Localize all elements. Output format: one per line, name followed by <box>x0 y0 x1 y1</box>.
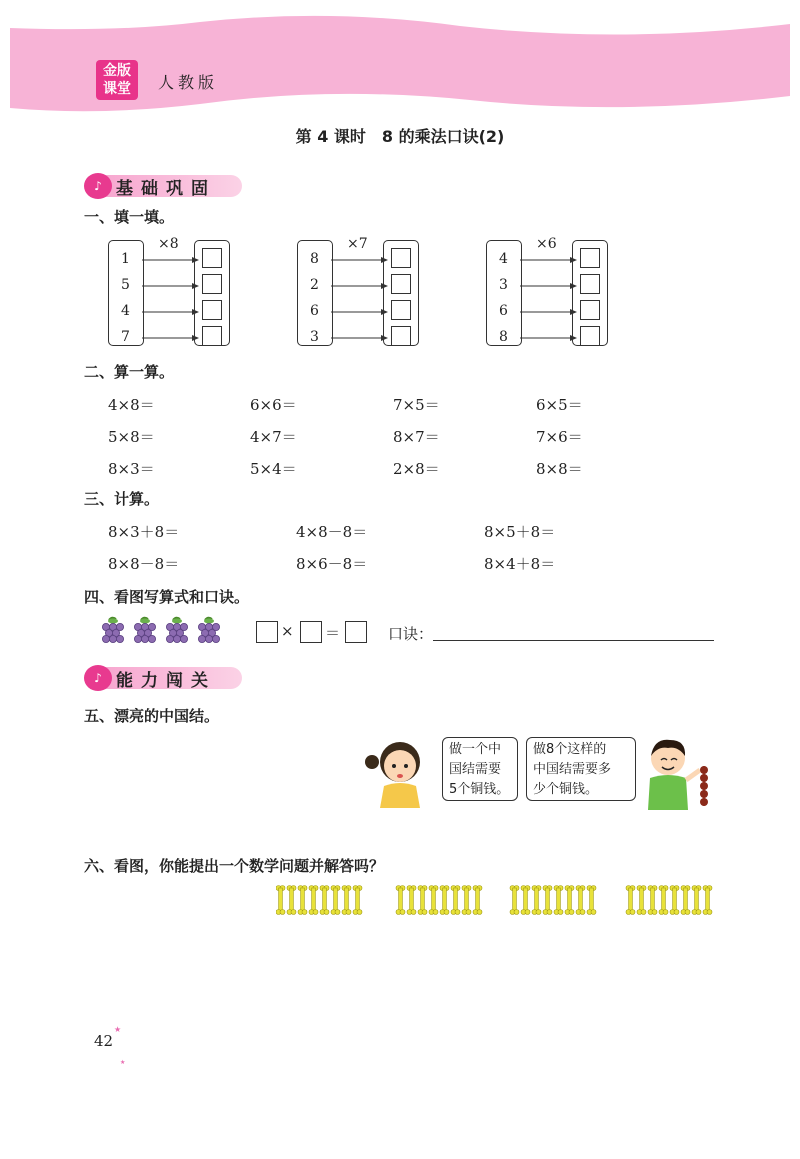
boy-illustration <box>642 736 722 810</box>
calc-expression: 8×8－8＝ <box>108 555 180 573</box>
bone-icon <box>451 886 460 915</box>
bone-icon <box>429 886 438 915</box>
answer-box[interactable] <box>580 248 600 268</box>
input-number: 2 <box>310 277 319 293</box>
svg-text:★: ★ <box>114 1025 122 1034</box>
bone-icon <box>287 886 296 915</box>
answer-box[interactable] <box>202 274 222 294</box>
arrow-head-icon <box>381 283 388 289</box>
answer-box[interactable] <box>202 326 222 346</box>
input-number: 7 <box>121 329 130 345</box>
arrow-head-icon <box>192 283 199 289</box>
bone-icon <box>692 886 701 915</box>
q4-answer-box-1[interactable] <box>256 621 278 643</box>
question-3-title: 三、计算。 <box>84 490 160 508</box>
bone-icon <box>342 886 351 915</box>
answer-box[interactable] <box>202 248 222 268</box>
calc-expression: 4×7＝ <box>250 428 297 446</box>
arrow-head-icon <box>570 309 577 315</box>
bone-icon <box>576 886 585 915</box>
answer-box[interactable] <box>202 300 222 320</box>
input-number: 4 <box>499 251 508 267</box>
question-6-title: 六、看图，你能提出一个数学问题并解答吗？ <box>84 857 385 875</box>
calc-expression: 8×7＝ <box>393 428 440 446</box>
arrows <box>323 240 389 350</box>
q4-answer-box-3[interactable] <box>345 621 367 643</box>
bone-icon <box>440 886 449 915</box>
bone-icon <box>510 886 519 915</box>
page-number: 42 <box>94 1032 114 1050</box>
arrow-head-icon <box>192 257 199 263</box>
answer-box[interactable] <box>580 300 600 320</box>
bone-groups <box>276 884 722 918</box>
input-number: 3 <box>310 329 319 345</box>
music-note-icon: ♪ <box>84 173 112 199</box>
bone-icon <box>462 886 471 915</box>
input-number: 8 <box>499 329 508 345</box>
input-number: 1 <box>121 251 130 267</box>
equals-sign: ＝ <box>325 624 341 642</box>
bone-icon <box>396 886 405 915</box>
bone-icon <box>670 886 679 915</box>
arrows <box>134 240 200 350</box>
calc-expression: 6×5＝ <box>536 396 583 414</box>
arrow-head-icon <box>381 309 388 315</box>
answer-box[interactable] <box>391 300 411 320</box>
koujue-answer-line[interactable] <box>433 640 714 641</box>
question-1-title: 一、填一填。 <box>84 208 175 226</box>
svg-text:★: ★ <box>120 1059 126 1066</box>
answer-box[interactable] <box>391 274 411 294</box>
multiplier-label: ×8 <box>158 236 179 252</box>
girl-speech-bubble: 做一个中 国结需要 5个铜钱。 <box>442 737 518 801</box>
calc-expression: 5×8＝ <box>108 428 155 446</box>
boy-speech-bubble: 做8个这样的 中国结需要多 少个铜钱。 <box>526 737 636 801</box>
arrows <box>512 240 578 350</box>
calc-expression: 2×8＝ <box>393 460 440 478</box>
question-2-title: 二、算一算。 <box>84 363 175 381</box>
bone-icon <box>407 886 416 915</box>
calc-expression: 8×3＝ <box>108 460 155 478</box>
multiplier-label: ×7 <box>347 236 368 252</box>
girl-illustration <box>364 736 434 808</box>
multiplier-label: ×6 <box>536 236 557 252</box>
bone-icon <box>276 886 285 915</box>
bone-icon <box>637 886 646 915</box>
grape-icons <box>100 616 230 648</box>
calc-expression: 8×8＝ <box>536 460 583 478</box>
calc-expression: 7×6＝ <box>536 428 583 446</box>
calc-expression: 4×8－8＝ <box>296 523 368 541</box>
bone-icon <box>418 886 427 915</box>
koujue-label: 口诀： <box>388 625 434 643</box>
bone-icon <box>353 886 362 915</box>
bone-icon <box>473 886 482 915</box>
bone-icon <box>309 886 318 915</box>
bone-icon <box>521 886 530 915</box>
answer-box[interactable] <box>580 326 600 346</box>
bone-icon <box>565 886 574 915</box>
arrow-head-icon <box>570 257 577 263</box>
input-number: 5 <box>121 277 130 293</box>
calc-expression: 8×3＋8＝ <box>108 523 180 541</box>
calc-expression: 7×5＝ <box>393 396 440 414</box>
bone-icon <box>298 886 307 915</box>
calc-expression: 8×6－8＝ <box>296 555 368 573</box>
arrow-head-icon <box>192 335 199 341</box>
input-number: 6 <box>499 303 508 319</box>
bone-icon <box>554 886 563 915</box>
answer-box[interactable] <box>391 326 411 346</box>
brand-logo: 金版 课堂 <box>96 60 138 100</box>
bone-icon <box>648 886 657 915</box>
music-note-icon: ♪ <box>84 665 112 691</box>
answer-box[interactable] <box>580 274 600 294</box>
bone-icon <box>587 886 596 915</box>
calc-expression: 8×5＋8＝ <box>484 523 556 541</box>
times-sign: × <box>281 622 294 640</box>
bone-icon <box>331 886 340 915</box>
bone-icon <box>532 886 541 915</box>
arrow-head-icon <box>570 335 577 341</box>
section-banner-ability: ♪ 能力闯关 <box>84 665 254 689</box>
bone-icon <box>681 886 690 915</box>
question-4-title: 四、看图写算式和口诀。 <box>84 588 250 606</box>
edition-label: 人教版 <box>158 73 219 92</box>
section-banner-basic: ♪ 基础巩固 <box>84 173 254 197</box>
arrow-head-icon <box>381 257 388 263</box>
input-number: 4 <box>121 303 130 319</box>
bone-icon <box>543 886 552 915</box>
lesson-title: 第 4 课时 8 的乘法口诀(2) <box>295 127 505 146</box>
input-number: 8 <box>310 251 319 267</box>
calc-expression: 6×6＝ <box>250 396 297 414</box>
q4-answer-box-2[interactable] <box>300 621 322 643</box>
calc-expression: 5×4＝ <box>250 460 297 478</box>
calc-expression: 4×8＝ <box>108 396 155 414</box>
arrow-head-icon <box>192 309 199 315</box>
arrow-head-icon <box>570 283 577 289</box>
bone-icon <box>320 886 329 915</box>
arrow-head-icon <box>381 335 388 341</box>
bone-icon <box>659 886 668 915</box>
calc-expression: 8×4＋8＝ <box>484 555 556 573</box>
bone-icon <box>703 886 712 915</box>
question-5-title: 五、漂亮的中国结。 <box>84 707 220 725</box>
answer-box[interactable] <box>391 248 411 268</box>
bone-icon <box>626 886 635 915</box>
input-number: 6 <box>310 303 319 319</box>
input-number: 3 <box>499 277 508 293</box>
